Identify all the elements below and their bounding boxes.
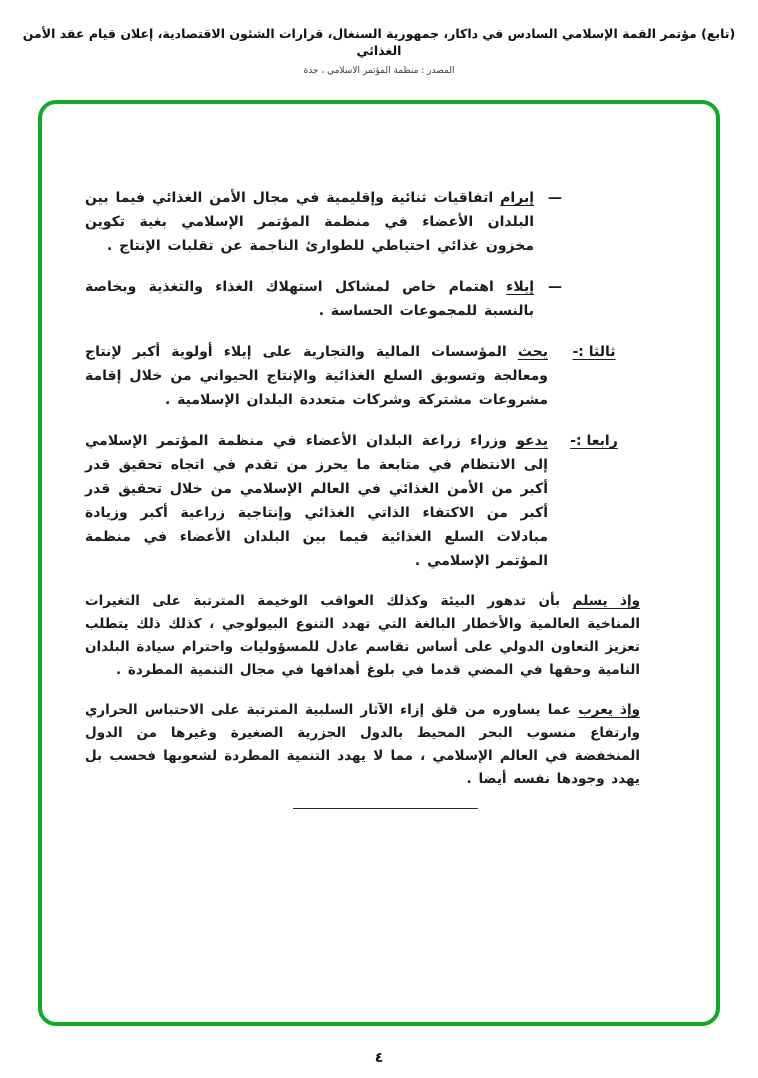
paragraph [85, 699, 640, 791]
paragraph-text [85, 699, 640, 791]
section-label: رابعا :- [570, 433, 618, 449]
page-number: ٤ [374, 1050, 384, 1066]
paragraph [85, 340, 640, 412]
paragraph-text [85, 275, 534, 323]
paragraph-text [85, 340, 548, 412]
page-header [20, 26, 738, 76]
footnote-divider [293, 808, 478, 809]
underlined-lead-word: إبرام [500, 190, 534, 206]
paragraph-rest: اتفاقيات ثنائية وإقليمية في مجال الأمن الغذائي فيما بين البلدان الأعضاء في منظمة المؤتمر الإسلامي بغية تكوين مخزون غذائي احتياطي للطوارئ الناجمة عن تقلبات الإنتاج . [85, 190, 534, 254]
underlined-lead-word: إيلاء [506, 279, 534, 295]
document-body [85, 186, 640, 817]
paragraph-text [85, 429, 548, 573]
underlined-lead-word: وإذ يعرب [578, 702, 640, 718]
paragraph-rest: بأن تدهور البيئة وكذلك العواقب الوخيمة المترتبة على التغيرات المناخية العالمية والأخطار البالغة التي تهدد التنوع البيولوجي ، كذلك ذلك يتطلب تعزيز التعاون الدولي على أساس تقاسم عادل للمسؤوليات واحترام سيادة البلدان النامية وحقها في المضي قدما في بلوغ أهدافها في مجال التنمية المطردة . [85, 593, 640, 678]
paragraph-rest: اهتمام خاص لمشاكل استهلاك الغذاء والتغذية وبخاصة بالنسبة للمجموعات الحساسة . [85, 279, 534, 319]
paragraph-rest: عما يساوره من قلق إزاء الآثار السلبية المترتبة على الاحتباس الحراري وارتفاع منسوب البحر المحيط بالدول الجزرية الصغيرة وغيرها من الدول المنخفضة في العالم الإسلامي ، مما لا يهدد التنمية المطردة لشعوبها فحسب بل يهدد وجودها نفسه أيضا . [85, 702, 640, 787]
section-label: ثالثا :- [572, 344, 616, 360]
underlined-lead-word: وإذ يسلم [572, 593, 640, 609]
paragraph [85, 590, 640, 682]
paragraphs [85, 186, 640, 791]
paragraph [85, 275, 640, 323]
paragraph-text [85, 590, 640, 682]
underlined-lead-word: يحث [517, 344, 548, 360]
paragraph [85, 429, 640, 573]
dash-marker: — [548, 279, 562, 295]
paragraph-rest: وزراء زراعة البلدان الأعضاء في منظمة المؤتمر الإسلامي إلى الانتظام في متابعة ما يحرز من تقدم في اتجاه تحقيق قدر أكبر من الأمن الغذائي في العالم الإسلامي من خلال تحقيق قدر أكبر من الاكتفاء الذاتي الغذائي وإنتاجية زراعية أكبر وزيادة مبادلات السلع الغذائية فيما بين البلدان الأعضاء في منظمة المؤتمر الإسلامي . [85, 433, 548, 569]
paragraph [85, 186, 640, 258]
paragraph-text [85, 186, 534, 258]
underlined-lead-word: يدعو [516, 433, 548, 449]
dash-marker: — [548, 190, 562, 206]
document-source-line: المصدر : منظمة المؤتمر الاسلامي ، جدة [303, 65, 455, 76]
document-title: (تابع) مؤتمر القمة الإسلامي السادس في داكار، جمهورية السنغال، قرارات الشئون الاقتصادية، إعلان قيام عقد الأمن الغذائي [22, 26, 736, 58]
paragraph-rest: المؤسسات المالية والتجارية على إيلاء أولوية أكبر لإنتاج ومعالجة وتسويق السلع الغذائية والإنتاج الحيواني من خلال إقامة مشروعات مشتركة وشركات متعددة البلدان الإسلامية . [85, 344, 548, 408]
